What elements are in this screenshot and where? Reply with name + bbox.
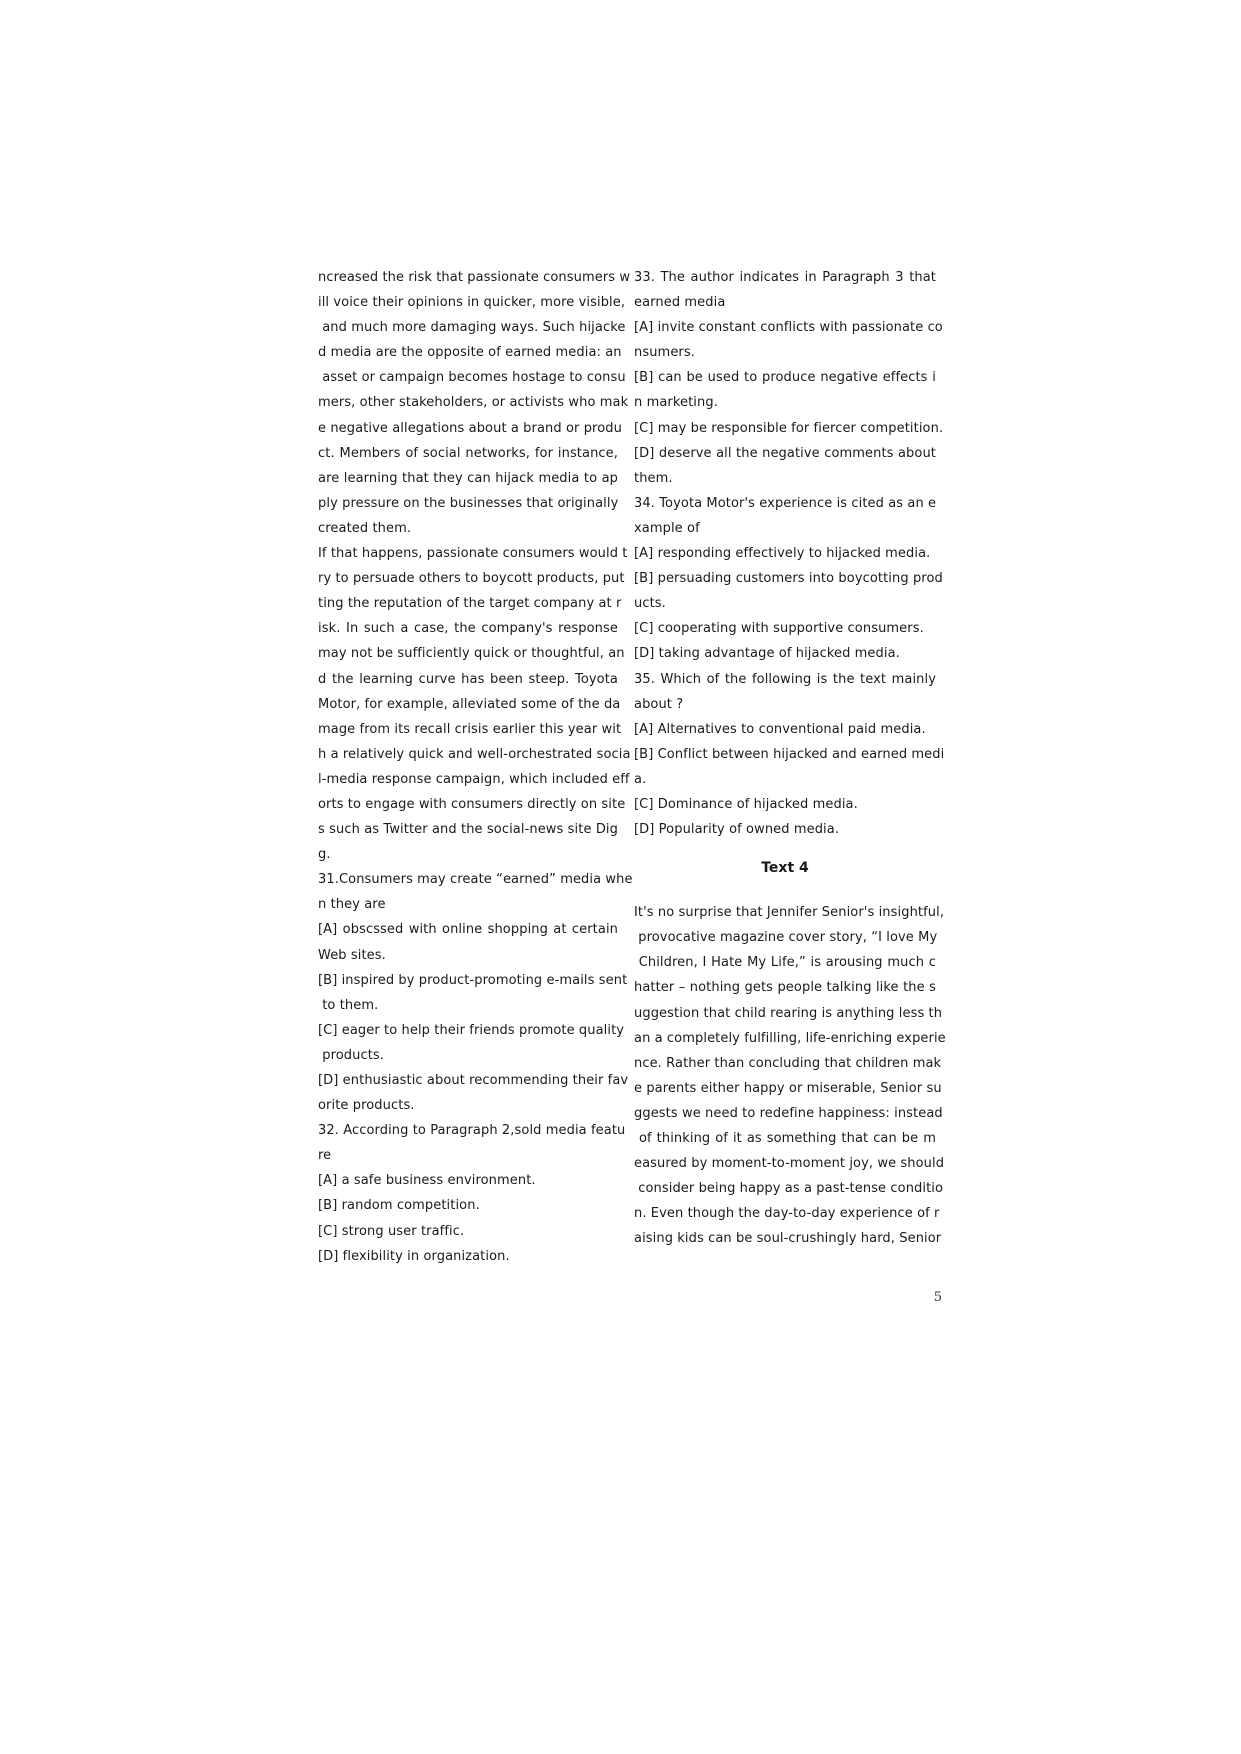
passage-line: an a completely fulfilling, life-enriching experie xyxy=(634,1030,946,1046)
text-line: l-media response campaign, which included eff xyxy=(318,771,630,787)
text-line: [D] enthusiastic about recommending their fav xyxy=(318,1073,629,1088)
text-line: e negative allegations about a brand or produ xyxy=(318,420,622,436)
right-column xyxy=(634,265,946,1251)
questions-block xyxy=(634,265,945,842)
text-line: and much more damaging ways. Such hijacke xyxy=(318,320,626,336)
question-line: [A] responding effectively to hijacked media. xyxy=(634,546,931,562)
passage-line: provocative magazine cover story, “I love My xyxy=(634,930,938,946)
question-line: 34. Toyota Motor's experience is cited as an e xyxy=(634,495,937,511)
text-line: d the learning curve has been steep. Toyota xyxy=(318,671,618,687)
text-line: ply pressure on the businesses that originally xyxy=(318,495,619,511)
passage-line: n. Even though the day-to-day experience of r xyxy=(634,1206,940,1222)
page-number: 5 xyxy=(933,1290,942,1305)
question-line: ucts. xyxy=(634,596,666,612)
text-line: to them. xyxy=(318,997,379,1013)
text-line: may not be sufficiently quick or thoughtful, an xyxy=(318,646,625,662)
text-line: [A] a safe business environment. xyxy=(318,1173,536,1189)
passage-line: of thinking of it as something that can be m xyxy=(634,1131,936,1146)
text-line: ill voice their opinions in quicker, more visible, xyxy=(318,295,626,311)
left-column xyxy=(318,265,633,1269)
question-line: a. xyxy=(634,771,647,787)
text4-passage xyxy=(634,900,946,1251)
text-line: 31.Consumers may create “earned” media whe xyxy=(318,872,633,888)
text-line: 32. According to Paragraph 2,sold media featu xyxy=(318,1123,626,1139)
question-line: xample of xyxy=(634,520,700,536)
question-line: [A] Alternatives to conventional paid media. xyxy=(634,721,926,737)
passage-line: e parents either happy or miserable, Senior su xyxy=(634,1080,942,1096)
passage-line: Children, I Hate My Life,” is arousing much c xyxy=(634,955,936,971)
question-line: 35. Which of the following is the text mainly xyxy=(634,671,936,687)
passage-line: aising kids can be soul-crushingly hard, Senior xyxy=(634,1231,942,1247)
text-line: re xyxy=(318,1148,332,1164)
text-line: isk. In such a case, the company's response xyxy=(318,621,618,637)
question-line: [D] taking advantage of hijacked media. xyxy=(634,646,900,662)
text-line: mage from its recall crisis earlier this year wit xyxy=(318,721,622,737)
text-line: n they are xyxy=(318,897,386,913)
text-line: g. xyxy=(318,847,331,863)
text-line: are learning that they can hijack media to ap xyxy=(318,470,618,486)
question-line: them. xyxy=(634,470,673,486)
question-line: about ? xyxy=(634,696,684,712)
passage-line: uggestion that child rearing is anything less th xyxy=(634,1005,943,1021)
text-line: s such as Twitter and the social-news site Dig xyxy=(318,822,618,838)
text-line: orite products. xyxy=(318,1098,415,1114)
question-line: [C] Dominance of hijacked media. xyxy=(634,796,858,812)
question-line: [B] Conflict between hijacked and earned medi xyxy=(634,746,945,762)
text-line: Motor, for example, alleviated some of the da xyxy=(318,696,621,712)
passage-line: easured by moment-to-moment joy, we should xyxy=(634,1156,945,1172)
passage-line: hatter – nothing gets people talking like the s xyxy=(634,980,936,996)
passage-line: nce. Rather than concluding that children mak xyxy=(634,1055,942,1071)
text-line: d media are the opposite of earned media: an xyxy=(318,345,622,361)
text-line: h a relatively quick and well-orchestrated socia xyxy=(318,746,631,762)
text-line: ncreased the risk that passionate consumers w xyxy=(318,270,631,285)
passage-line: ggests we need to redefine happiness: instead xyxy=(634,1105,943,1121)
text-line: ct. Members of social networks, for instance, xyxy=(318,445,618,461)
section-heading: Text 4 xyxy=(761,860,809,877)
text-line: mers, other stakeholders, or activists who mak xyxy=(318,395,629,411)
text-line: [A] obscssed with online shopping at certain xyxy=(318,922,618,938)
text-line: ting the reputation of the target company at r xyxy=(318,596,622,612)
passage-line: It's no surprise that Jennifer Senior's insightful, xyxy=(634,905,945,921)
text-line: ry to persuade others to boycott products, put xyxy=(318,571,625,587)
text-line: orts to engage with consumers directly on site xyxy=(318,796,626,812)
question-line: [A] invite constant conflicts with passionate co xyxy=(634,320,943,336)
question-line: [D] deserve all the negative comments about xyxy=(634,445,936,461)
text-line: Web sites. xyxy=(318,947,386,963)
question-line: [C] cooperating with supportive consumers. xyxy=(634,621,924,637)
text-line: If that happens, passionate consumers would t xyxy=(318,546,628,562)
question-line: earned media xyxy=(634,295,726,311)
passage-line: consider being happy as a past-tense conditio xyxy=(634,1181,944,1197)
question-line: n marketing. xyxy=(634,395,718,411)
text-line: products. xyxy=(318,1047,385,1063)
question-line: nsumers. xyxy=(634,345,695,361)
text-line: created them. xyxy=(318,520,412,536)
text-line: [D] flexibility in organization. xyxy=(318,1248,510,1264)
question-line: 33. The author indicates in Paragraph 3 that xyxy=(634,270,936,285)
question-line: [C] may be responsible for fiercer competition. xyxy=(634,420,944,436)
text-line: [C] strong user traffic. xyxy=(318,1223,465,1239)
question-line: [B] persuading customers into boycotting prod xyxy=(634,571,943,587)
text-line: [C] eager to help their friends promote quality xyxy=(318,1022,625,1038)
text-line: asset or campaign becomes hostage to consu xyxy=(318,370,626,386)
question-line: [D] Popularity of owned media. xyxy=(634,822,840,838)
text-line: [B] inspired by product-promoting e-mails sent xyxy=(318,972,628,988)
text-line: [B] random competition. xyxy=(318,1198,480,1214)
question-line: [B] can be used to produce negative effects i xyxy=(634,370,936,386)
